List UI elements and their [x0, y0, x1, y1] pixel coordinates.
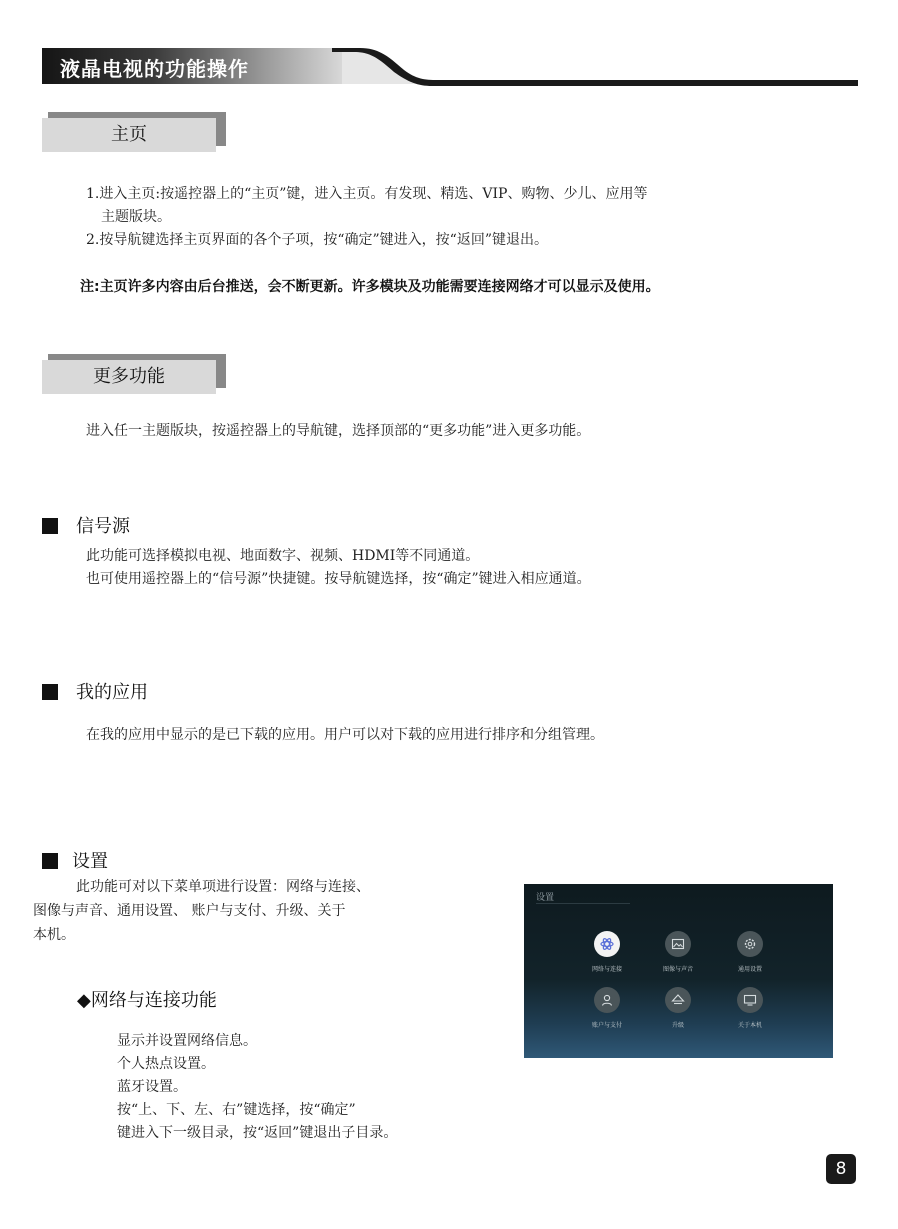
source-heading [42, 512, 130, 538]
home-instruction-2: 2.按导航键选择主页界面的各个子项，按“确定”键进入，按“返回”键退出。 [86, 232, 548, 248]
tv-title-divider [536, 903, 630, 904]
section-tab-label: 更多功能 [42, 360, 216, 394]
chapter-title: 液晶电视的功能操作 [60, 57, 249, 81]
network-subheading: ◆网络与连接功能 [77, 990, 217, 1011]
settings-line-3: 本机。 [33, 927, 75, 943]
square-bullet-icon [42, 853, 58, 869]
apps-description: 在我的应用中显示的是已下载的应用。用户可以对下载的应用进行排序和分组管理。 [86, 727, 604, 743]
user-icon[interactable] [594, 987, 620, 1013]
network-icon[interactable] [594, 931, 620, 957]
upgrade-icon[interactable] [665, 987, 691, 1013]
tv-menu-label: 账户与支付 [591, 1022, 622, 1029]
home-instruction-1-cont: 主题版块。 [101, 209, 171, 225]
network-item: 个人热点设置。 [117, 1056, 215, 1072]
page-number: 8 [826, 1154, 856, 1184]
apps-heading-label: 我的应用 [76, 682, 148, 703]
tv-screen-title: 设置 [536, 893, 555, 903]
section-tab-label: 主页 [42, 118, 216, 152]
image-icon[interactable] [665, 931, 691, 957]
more-description: 进入任一主题版块，按遥控器上的导航键，选择顶部的“更多功能”进入更多功能。 [86, 423, 591, 439]
gear-icon[interactable] [737, 931, 763, 957]
square-bullet-icon [42, 684, 58, 700]
square-bullet-icon [42, 518, 58, 534]
source-heading-label: 信号源 [76, 516, 130, 537]
monitor-icon[interactable] [737, 987, 763, 1013]
tv-menu-label: 升级 [671, 1022, 684, 1029]
home-instruction-1: 1.进入主页:按遥控器上的“主页”键，进入主页。有发现、精选、VIP、购物、少儿、应用等 [86, 186, 648, 202]
settings-line-1: 此功能可对以下菜单项进行设置：网络与连接、 [76, 879, 370, 895]
chapter-header [42, 46, 858, 86]
apps-heading [42, 678, 148, 704]
settings-line-2: 图像与声音、通用设置、 账户与支付、升级、关于 [33, 903, 346, 919]
network-item: 按“上、下、左、右”键选择，按“确定” [117, 1102, 356, 1118]
section-tab-home [42, 118, 226, 154]
settings-heading [42, 847, 108, 873]
network-item: 键进入下一级目录，按“返回”键退出子目录。 [117, 1125, 398, 1141]
source-line-2: 也可使用遥控器上的“信号源”快捷键。按导航键选择，按“确定”键进入相应通道。 [86, 571, 591, 587]
tv-menu-label: 图像与声音 [662, 966, 693, 973]
settings-heading-label: 设置 [72, 851, 108, 872]
source-line-1: 此功能可选择模拟电视、地面数字、视频、HDMI等不同通道。 [86, 548, 480, 564]
home-note: 注:主页许多内容由后台推送，会不断更新。许多模块及功能需要连接网络才可以显示及使用。 [80, 279, 660, 295]
tv-settings-screenshot [524, 884, 833, 1058]
section-tab-more [42, 360, 226, 396]
network-item: 显示并设置网络信息。 [117, 1033, 257, 1049]
tv-menu-label: 关于本机 [737, 1022, 762, 1029]
network-item: 蓝牙设置。 [117, 1079, 187, 1095]
tv-menu-label: 通用设置 [737, 966, 762, 973]
tv-menu-label: 网络与连接 [591, 966, 622, 973]
